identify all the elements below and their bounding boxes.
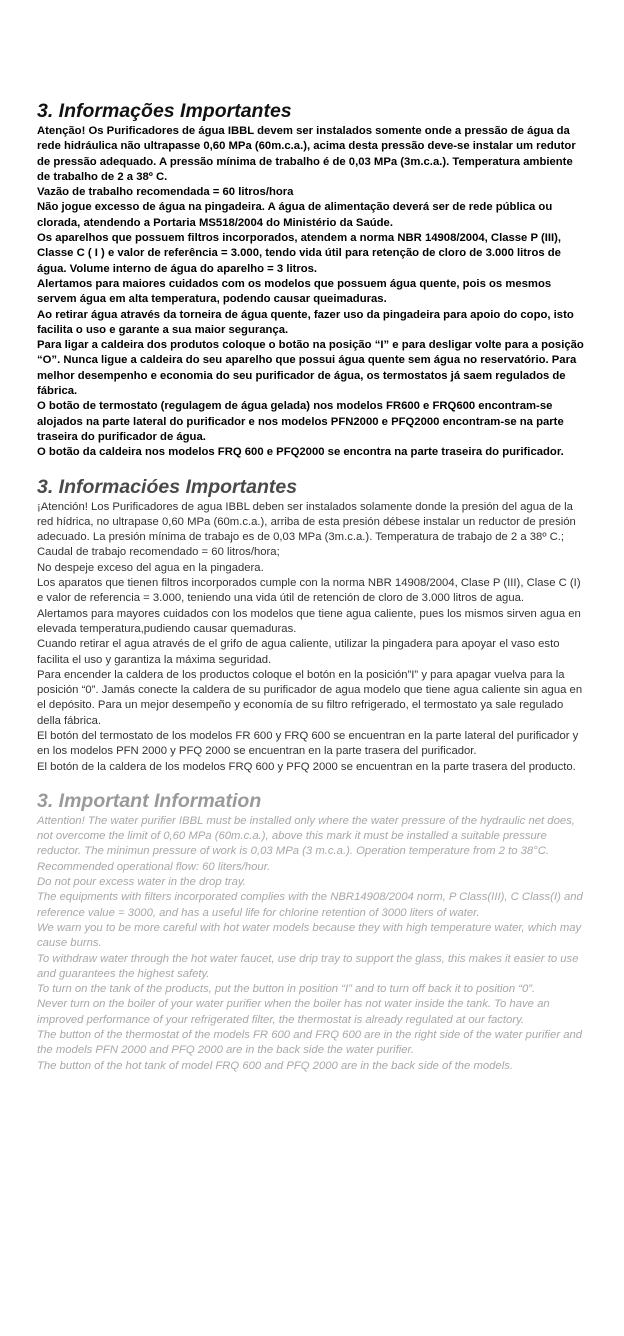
paragraph: Recommended operational flow: 60 liters/hour. (37, 860, 271, 873)
paragraph: Caudal de trabajo recomendado = 60 litros/hora; (37, 546, 280, 559)
paragraph: Atenção! Os Purificadores de água IBBL devem ser instalados somente onde a pressão de água da rede hidráulica não ultrapasse 0,60 MPa (60m.c.a.), acima desta pressão deve-se instalar um redutor de pressão adequado. A pressão mínima de trabalho é de 0,03 MPa (3m.c.a.). Temperatura ambiente de trabalho de 2 a 38º C. (37, 125, 576, 183)
section-title: 3. Important Information (37, 789, 262, 812)
paragraph: The button of the thermostat of the models FR 600 and FRQ 600 are in the right side of the water purifier and the models PFN 2000 and PFQ 2000 are in the back side the water purifier. (37, 1029, 583, 1057)
section-spanish (37, 476, 589, 775)
paragraph: Attention! The water purifier IBBL must be installed only where the water pressure of the hydraulic net does, not overcome the limit of 0,60 MPa (60m.c.a.), above this mark it must be installed a suitable pressure reductor. The minimun pressure of work is 0,03 MPa (3 m.c.a.). Operation temperature from 2 to 38°C. (37, 814, 575, 858)
paragraph: O botão da caldeira nos modelos FRQ 600 e PFQ2000 se encontra na parte traseira do purificador. (37, 446, 564, 459)
section-portuguese (37, 100, 589, 461)
paragraph: The button of the hot tank of model FRQ 600 and PFQ 2000 are in the back side of the models. (37, 1059, 514, 1072)
document-page (37, 100, 589, 1074)
paragraph: O botão de termostato (regulagem de água gelada) nos modelos FR600 e FRQ600 encontram-se alojados na parte lateral do purificador e nos modelos PFN2000 e PFQ2000 encontram-se na parte traseira do purificador de água. (37, 400, 564, 443)
section-title: 3. Informacióes Importantes (37, 475, 298, 498)
paragraph: Ao retirar água através da torneira de água quente, fazer uso da pingadeira para apoio do copo, isto facilita o uso e garante a sua maior segurança. (37, 308, 574, 336)
paragraph: Para ligar a caldeira dos produtos coloque o botão na posição “I” e para desligar volte para a posição “O”. Nunca ligue a caldeira do seu aparelho que possui água quente sem água no reservatório. Para melhor desempenho e economia do seu purificador de água, os termostatos já saem regulados de fábrica. (37, 339, 584, 398)
paragraph: ¡Atención! Los Purificadores de agua IBBL deben ser instalados solamente donde la presión del agua de la red hídrica, no ultrapase 0,60 MPa (60m.c.a.), arriba de esta presión débese instalar un reductor de presión adecuado. La presión mínima de trabajo es de 0,03 MPa (3m.c.a.). Temperatura de trabajo de 2 a 38º C.; (37, 500, 576, 544)
paragraph: Vazão de trabalho recomendada = 60 litros/hora (37, 186, 294, 199)
paragraph: No despeje exceso del agua en la pingadera. (37, 561, 264, 574)
paragraph: The equipments with filters incorporated complies with the NBR14908/2004 norm, P Class(III), C Class(I) and reference value = 3000, and has a useful life for chlorine retention of 3000 liters of water. (37, 891, 583, 919)
paragraph: We warn you to be more careful with hot water models because they with high temperature water, which may cause burns. (37, 921, 582, 950)
paragraph: Cuando retirar el agua através de el grifo de agua caliente, utilizar la pingadera para apoyar el vaso esto facilita el uso y garantiza la máxima seguridad. (37, 638, 560, 666)
paragraph: Never turn on the boiler of your water purifier when the boiler has not water inside the tank. To have an improved performance of your refrigerated filter, the thermostat is already regulated at our factory. (37, 998, 550, 1026)
paragraph: Alertamos para mayores cuidados con los modelos que tiene agua caliente, pues los mismos sirven agua en elevada temperatura,pudiendo causar quemaduras. (37, 607, 581, 635)
paragraph: To withdraw water through the hot water faucet, use drip tray to support the glass, this makes it easier to use and guarantees the highest safety. (37, 952, 579, 980)
paragraph: Os aparelhos que possuem filtros incorporados, atendem a norma NBR 14908/2004, Classe P (III), Classe C ( I ) e valor de referência = 3.000, tendo vida útil para retenção de cloro de 3.000 litros de água. Volume interno de água do aparelho = 3 litros. (37, 232, 562, 275)
paragraph: Para encender la caldera de los productos coloque el botón en la posición”I” y para apagar vuelva para la posición “0”. Jamás conecte la caldera de su purificador de agua modelo que tiene agua caliente sin agua en el depósito. Para un mejor desempeño y economía de su filtro refrigerado, el termostato ya sale regulado della fábrica. (37, 668, 583, 727)
section-title: 3. Informações Importantes (37, 100, 292, 122)
paragraph: To turn on the tank of the products, put the button in position “I” and to turn off back it to position “0”. (37, 983, 536, 996)
section-english (37, 790, 589, 1074)
paragraph: El botón de la caldera de los modelos FRQ 600 y PFQ 2000 se encuentran en la parte trasera del producto. (37, 760, 576, 773)
paragraph: El botón del termostato de los modelos FR 600 y FRQ 600 se encuentran en la parte lateral del purificador y en los modelos PFN 2000 y PFQ 2000 se encuentran en la parte trasera del purificador. (37, 729, 579, 758)
paragraph: Los aparatos que tienen filtros incorporados cumple con la norma NBR 14908/2004, Clase P (III), Clase C (I) e valor de referencia = 3.000, teniendo una vida útil de retención de cloro de 3.000 litros de agua. (37, 577, 581, 605)
paragraph: Do not pour excess water in the drop tray. (37, 876, 246, 889)
paragraph: Alertamos para maiores cuidados com os modelos que possuem água quente, pois os mesmos servem água em alta temperatura, podendo causar queimaduras. (37, 277, 552, 306)
paragraph: Não jogue excesso de água na pingadeira. A água de alimentação deverá ser de rede pública ou clorada, atendendo a Portaria MS518/2004 do Ministério da Saúde. (37, 201, 553, 229)
